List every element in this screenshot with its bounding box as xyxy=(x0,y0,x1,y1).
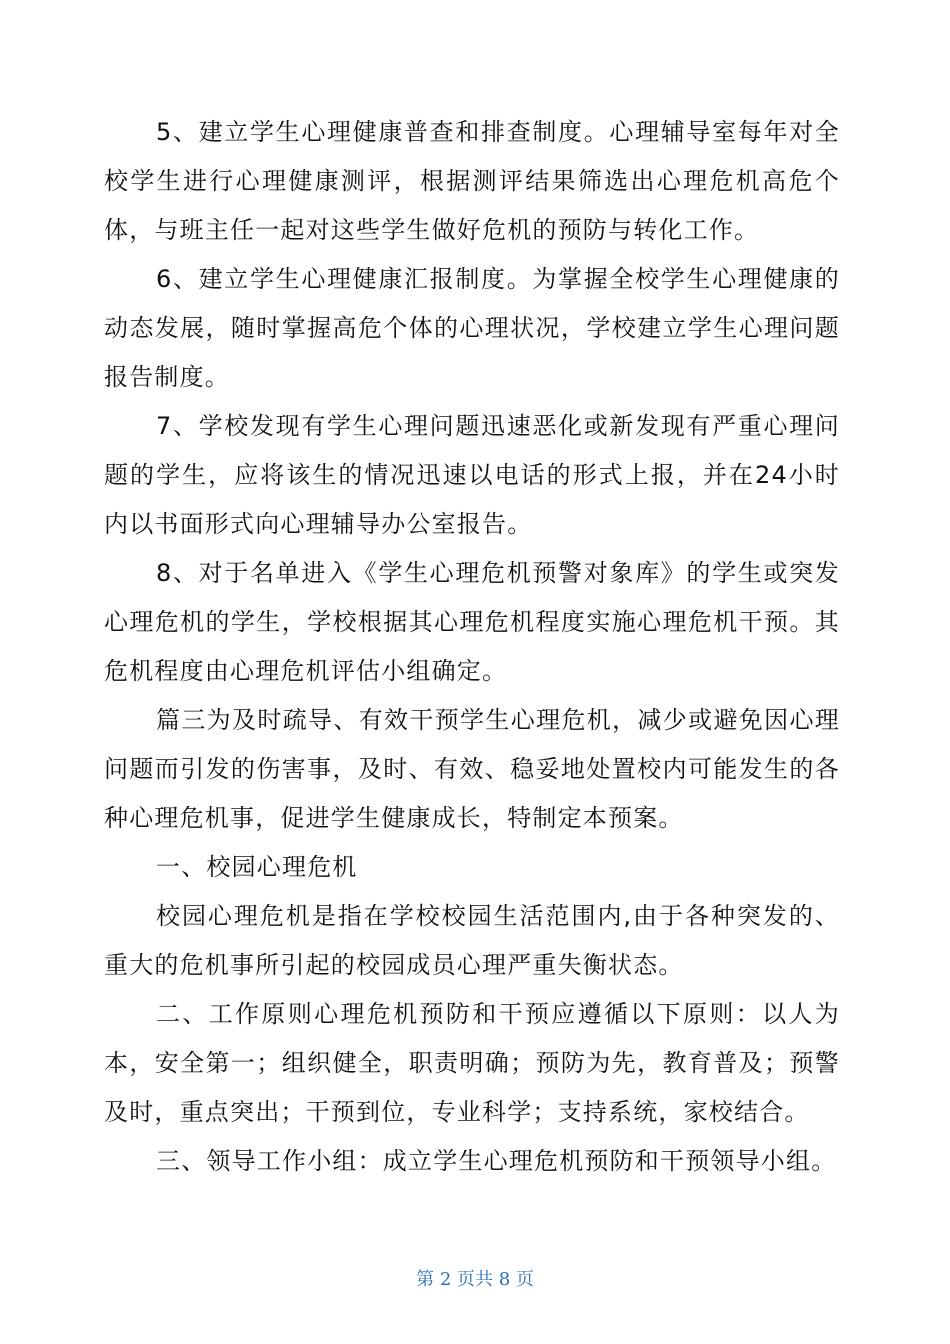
paragraph-campus-crisis-definition: 校园心理危机是指在学校校园生活范围内,由于各种突发的、重大的危机事所引起的校园成员心理严重失衡状态。 xyxy=(104,902,840,979)
paragraph-section-three-intro: 篇三为及时疏导、有效干预学生心理危机，减少或避免因心理问题而引发的伤害事，及时、有效、稳妥地处置校内可能发生的各种心理危机事，促进学生健康成长，特制定本预案。 xyxy=(104,706,840,832)
paragraph-item-8: 8、对于名单进入《学生心理危机预警对象库》的学生或突发心理危机的学生，学校根据其心理危机程度实施心理危机干预。其危机程度由心理危机评估小组确定。 xyxy=(104,559,840,685)
document-body xyxy=(104,108,840,1186)
paragraph-item-7: 7、学校发现有学生心理问题迅速恶化或新发现有严重心理问题的学生，应将该生的情况迅速以电话的形式上报，并在24小时内以书面形式向心理辅导办公室报告。 xyxy=(104,412,840,538)
paragraph-item-6: 6、建立学生心理健康汇报制度。为掌握全校学生心理健康的动态发展，随时掌握高危个体的心理状况，学校建立学生心理问题报告制度。 xyxy=(104,265,840,391)
paragraph-leadership-group: 三、领导工作小组：成立学生心理危机预防和干预领导小组。 xyxy=(156,1147,837,1175)
heading-campus-crisis: 一、校园心理危机 xyxy=(156,853,358,881)
paragraph-item-5: 5、建立学生心理健康普查和排查制度。心理辅导室每年对全校学生进行心理健康测评，根据测评结果筛选出心理危机高危个体，与班主任一起对这些学生做好危机的预防与转化工作。 xyxy=(104,118,840,244)
page-number-footer: 第 2 页共 8 页 xyxy=(416,1269,534,1290)
paragraph-work-principles: 二、工作原则心理危机预防和干预应遵循以下原则：以人为本，安全第一；组织健全，职责明确；预防为先，教育普及；预警及时，重点突出；干预到位，专业科学；支持系统，家校结合。 xyxy=(104,1000,840,1126)
